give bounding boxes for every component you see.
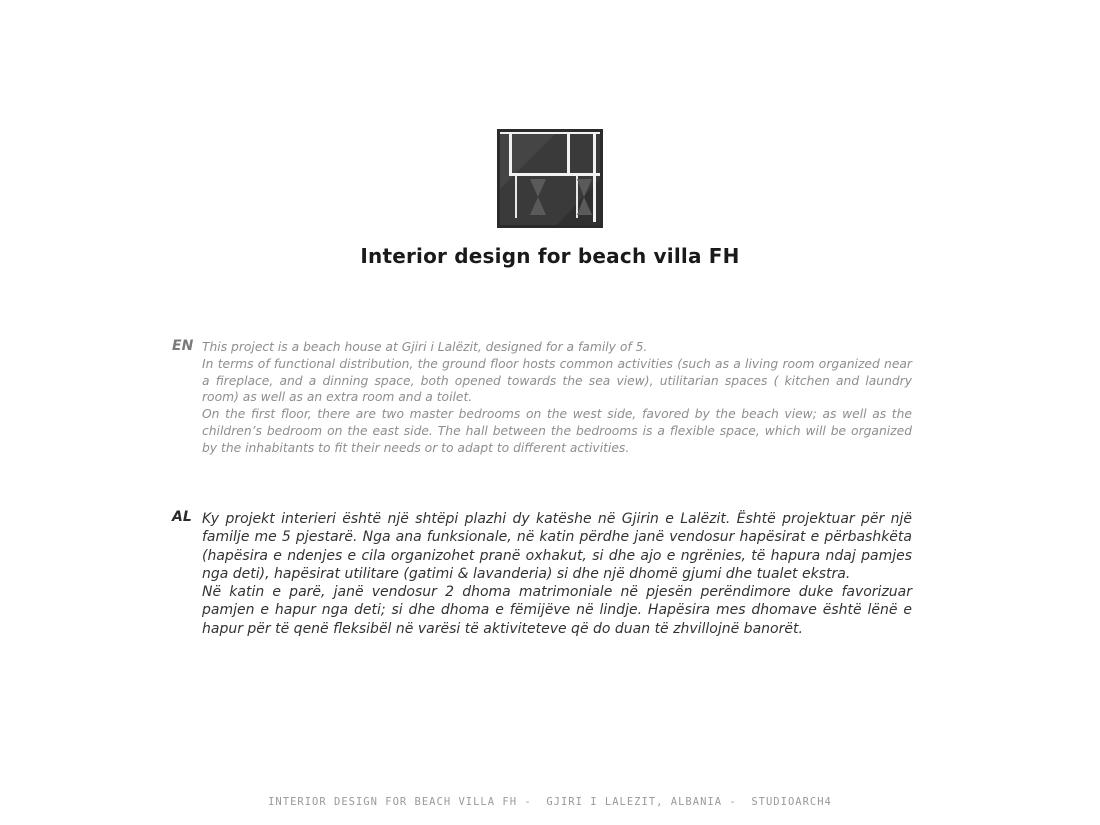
footer-caption: INTERIOR DESIGN FOR BEACH VILLA FH - GJIRI I LALEZIT, ALBANIA - STUDIOARCH4 [268,796,832,808]
language-tag-en: EN [172,338,194,354]
language-tag-al: AL [172,509,192,525]
page-title: Interior design for beach villa FH [360,244,740,268]
english-paragraph: On the first floor, there are two master bedrooms on the west side, favored by the beach view; as well as the children’s bedroom on the east side. The hall between the bedrooms is a flexible space, which will be organized by the inhabitants to fit their needs or to adapt to different activities. [202,407,912,455]
albanian-paragraph: Ky projekt interieri është një shtëpi plazhi dy katëshe në Gjirin e Lalëzit. Është projektuar për një familje me 5 pjestarë. Nga ana funksionale, në katin përdhe janë vendosur hapësirat e përbashkëta (hapësira e ndenjes e cila organizohet pranë oxhakut, si dhe ajo e ngrënies, të hapura ndaj pamjes nga deti), hapësirat utilitare (gatimi & lavanderia) si dhe një dhomë gjumi dhe tualet ekstra. [202,511,912,582]
english-paragraph: This project is a beach house at Gjiri i Lalëzit, designed for a family of 5. [202,340,648,354]
english-paragraph: In terms of functional distribution, the ground floor hosts common activities (such as a living room organized near a fireplace, and a dinning space, both opened towards the sea view), utilitarian spaces ( kitchen and laundry room) as well as an extra room and a toilet. [202,356,912,405]
albanian-paragraph: Në katin e parë, janë vendosur 2 dhoma matrimoniale në pjesën perëndimore duke favorizuar pamjen e hapur nga deti; si dhe dhoma e fëmijëve në lindje. Hapësira mes dhomave është lënë e hapur për të qenë fleksibël në varësi të aktiviteteve që do duan të zhvillojnë banorët. [202,584,912,637]
villa-floorplan-logo-icon [497,129,603,228]
albanian-description [202,510,912,638]
english-description [202,339,912,457]
